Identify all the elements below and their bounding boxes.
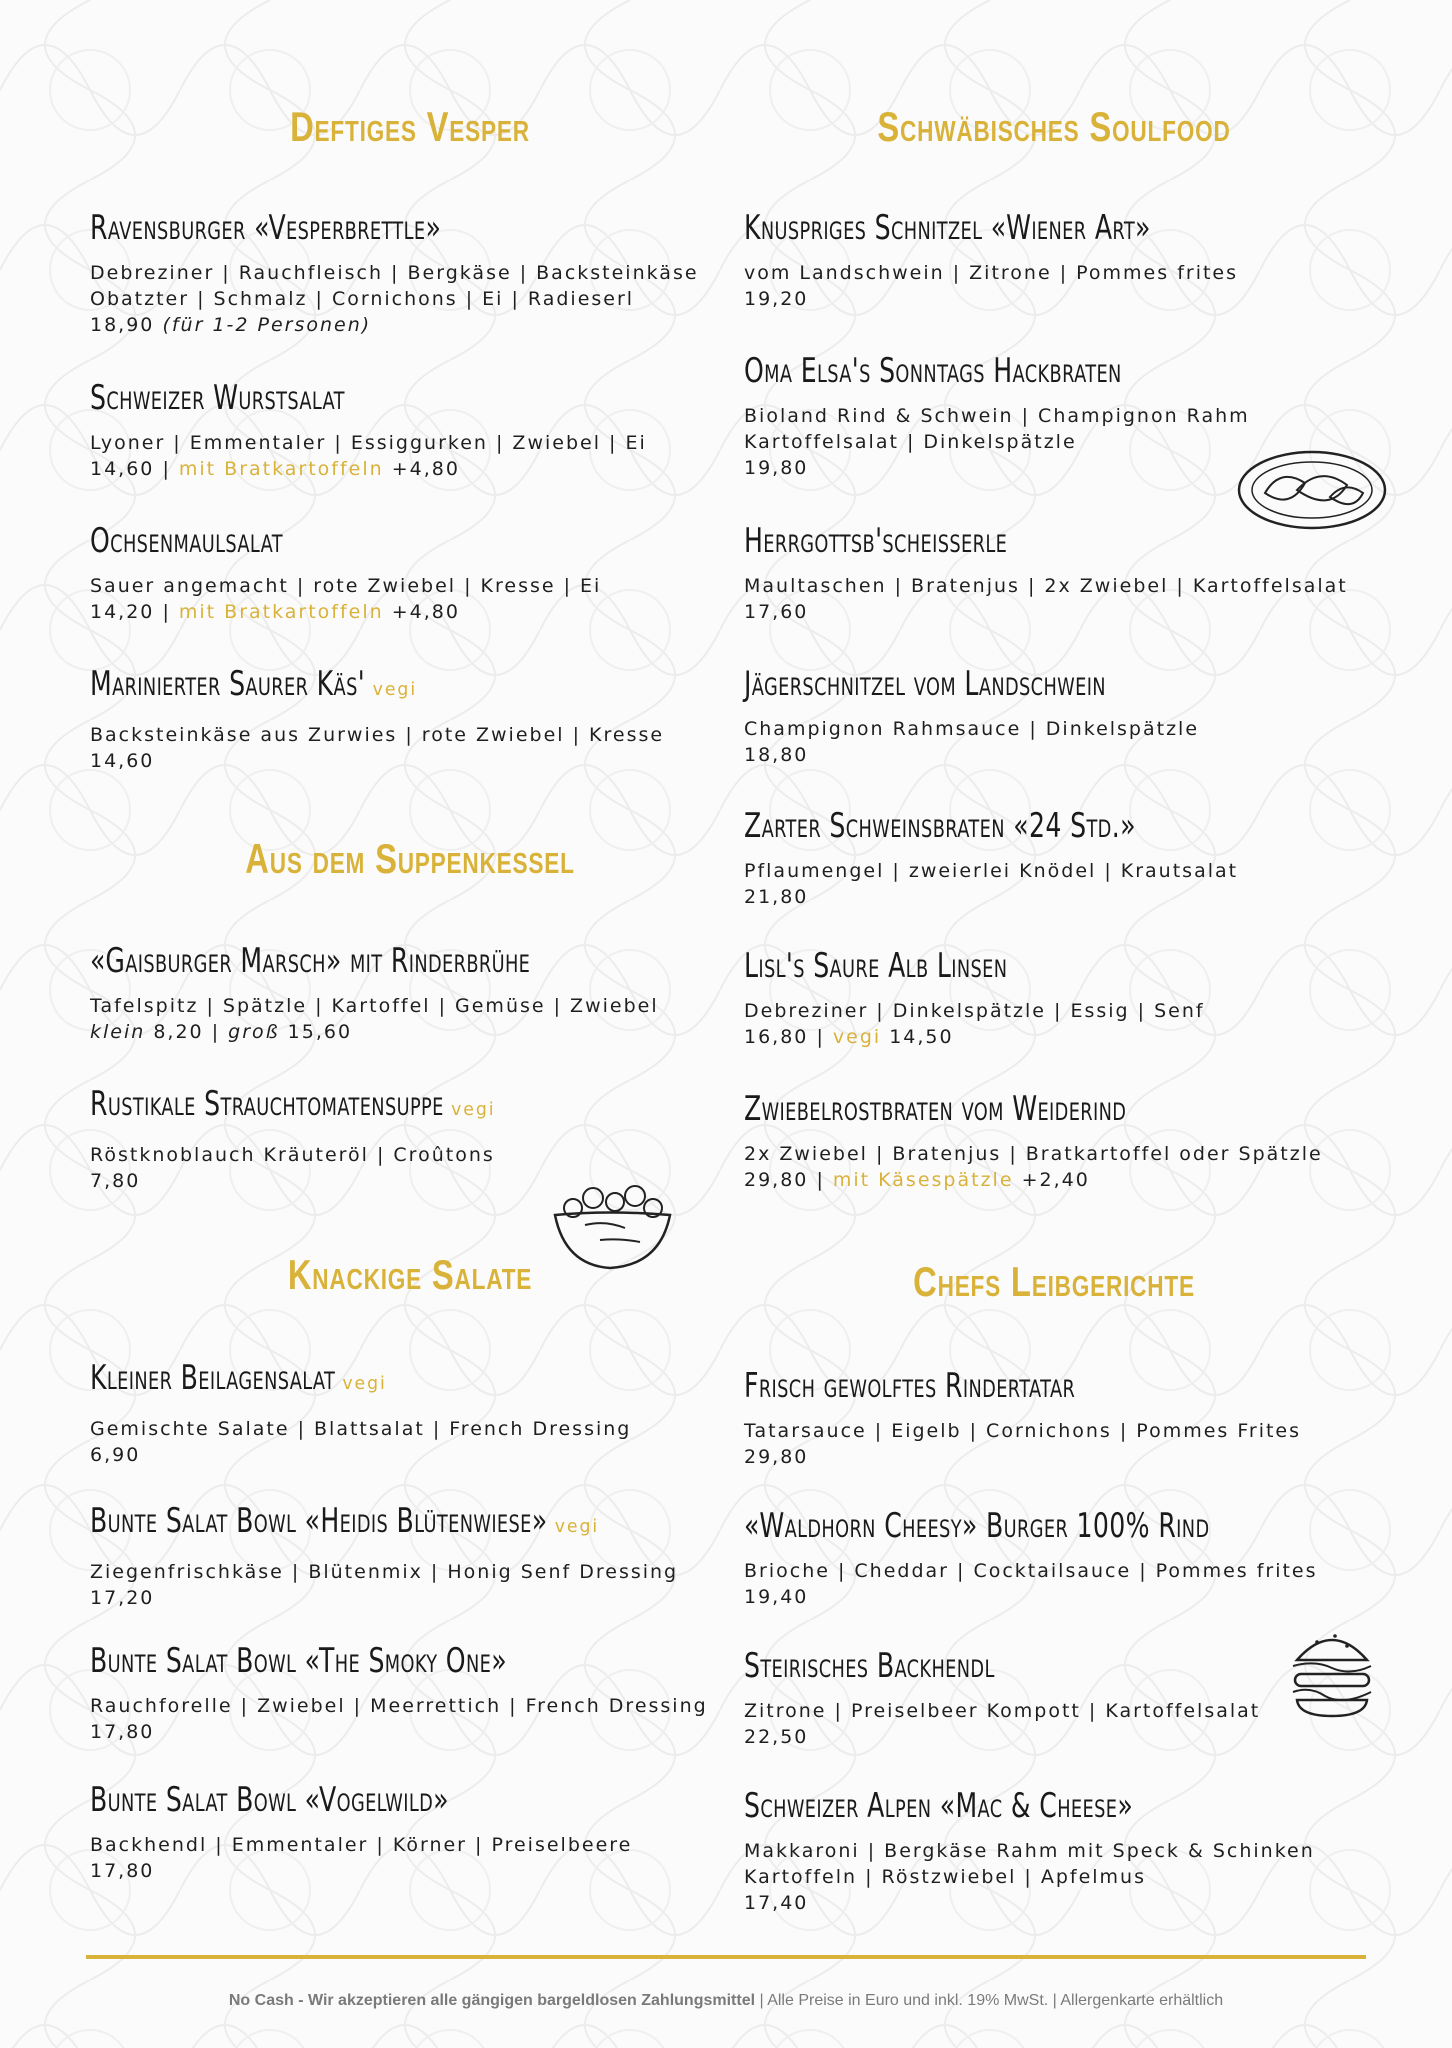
menu-item-beilagensalat (90, 1358, 730, 1468)
menu-item-ochsenmaulsalat (90, 521, 730, 625)
item-price: 17,80 (90, 1860, 155, 1882)
salad-bowl-icon (545, 1180, 680, 1275)
menu-item-backhendl (744, 1646, 1364, 1750)
item-description: 2x Zwiebel | Bratenjus | Bratkartoffel oder Spätzle 29,80 | mit Käsespätzle +2,40 (744, 1143, 1323, 1191)
item-description: Röstknoblauch Kräuteröl | Croûtons 7,80 (90, 1142, 730, 1194)
item-name: Oma Elsa's Sonntags Hackbraten (744, 351, 1122, 391)
item-name: Steirisches Backhendl (744, 1646, 995, 1686)
item-name: Marinierter Saurer Käs' vegi (90, 664, 564, 710)
menu-item-tomatensuppe (90, 1084, 730, 1194)
item-description: Bioland Rind & Schwein | Champignon Rahm Kartoffelsalat | Dinkelspätzle 19,80 (744, 403, 1364, 481)
item-price: 19,20 (744, 288, 809, 310)
item-name: «Gaisburger Marsch» mit Rinderbrühe (90, 941, 531, 981)
item-price: 14,60 (90, 458, 155, 480)
menu-item-cheesy-burger (744, 1506, 1364, 1610)
item-name: «Waldhorn Cheesy» Burger 100% Rind (744, 1506, 1210, 1546)
item-description: Makkaroni | Bergkäse Rahm mit Speck & Schinken Kartoffeln | Röstzwiebel | Apfelmus 17,40 (744, 1838, 1364, 1916)
item-description: Champignon Rahmsauce | Dinkelspätzle 18,80 (744, 716, 1364, 768)
item-price: 14,60 (90, 750, 155, 772)
menu-item-schnitzel-wiener-art (744, 208, 1364, 312)
item-description: Debreziner | Rauchfleisch | Bergkäse | Backsteinkäse Obatzter | Schmalz | Cornichons | Ei | Radieserl 18,90 (für 1-2 Personen) (90, 262, 699, 336)
item-description: Gemischte Salate | Blattsalat | French Dressing 6,90 (90, 1416, 730, 1468)
item-name: Bunte Salat Bowl «The Smoky One» (90, 1641, 507, 1681)
section-title-soulfood: Schwäbisches Soulfood (877, 103, 1231, 150)
item-name: Schweizer Alpen «Mac & Cheese» (744, 1786, 1134, 1826)
item-name: Ochsenmaulsalat (90, 521, 283, 561)
item-description: vom Landschwein | Zitrone | Pommes frites 19,20 (744, 260, 1364, 312)
item-price: 19,40 (744, 1586, 809, 1608)
menu-item-saurer-kaes (90, 664, 730, 774)
item-price: 18,90 (90, 314, 155, 336)
vegi-tag: vegi (451, 1099, 496, 1120)
menu-item-jaegerschnitzel (744, 664, 1364, 768)
item-description: Ziegenfrischkäse | Blütenmix | Honig Senf Dressing 17,20 (90, 1559, 730, 1611)
item-name: Zwiebelrostbraten vom Weiderind (744, 1089, 1127, 1129)
menu-item-herrgottsbscheisserle (744, 521, 1364, 625)
item-price: 18,80 (744, 744, 809, 766)
section-title-knackige-salate: Knackige Salate (287, 1251, 533, 1298)
menu-item-zwiebelrostbraten (744, 1089, 1364, 1193)
item-price: 22,50 (744, 1726, 809, 1748)
menu-item-vesperbrettle (90, 208, 730, 338)
item-description: Lyoner | Emmentaler | Essiggurken | Zwiebel | Ei 14,60 | mit Bratkartoffeln +4,80 (90, 432, 647, 480)
item-name: Jägerschnitzel vom Landschwein (744, 664, 1106, 704)
vegi-tag: vegi (342, 1373, 388, 1394)
item-description: Tatarsauce | Eigelb | Cornichons | Pommes Frites 29,80 (744, 1418, 1364, 1470)
item-price: 29,80 (744, 1446, 809, 1468)
menu-item-bowl-bluetenwiese (90, 1501, 730, 1611)
item-price: 14,20 (90, 601, 155, 623)
item-price: 17,60 (744, 601, 809, 623)
item-description: Brioche | Cheddar | Cocktailsauce | Pommes frites 19,40 (744, 1558, 1364, 1610)
item-price: 21,80 (744, 886, 809, 908)
menu-item-gaisburger-marsch (90, 941, 730, 1045)
item-price: 17,80 (90, 1721, 155, 1743)
menu-item-schweinsbraten (744, 806, 1364, 910)
item-price: 7,80 (90, 1170, 141, 1192)
item-name: Bunte Salat Bowl «Heidis Blütenwiese» vegi (90, 1501, 564, 1547)
vegi-tag: vegi (554, 1516, 600, 1537)
item-description: Rauchforelle | Zwiebel | Meerrettich | French Dressing 17,80 (90, 1693, 730, 1745)
item-name: Kleiner Beilagensalat vegi (90, 1358, 564, 1404)
item-name: Herrgottsb'scheisserle (744, 521, 1008, 561)
item-price: 6,90 (90, 1444, 141, 1466)
item-price: 19,80 (744, 457, 809, 479)
item-price: 29,80 (744, 1169, 809, 1191)
item-name: Knuspriges Schnitzel «Wiener Art» (744, 208, 1151, 248)
maultaschen-plate-icon (1235, 445, 1390, 535)
menu-item-mac-and-cheese (744, 1786, 1364, 1916)
item-description: Maultaschen | Bratenjus | 2x Zwiebel | Kartoffelsalat 17,60 (744, 573, 1364, 625)
item-description: Zitrone | Preiselbeer Kompott | Kartoffelsalat 22,50 (744, 1698, 1364, 1750)
item-description: Sauer angemacht | rote Zwiebel | Kresse | Ei 14,20 | mit Bratkartoffeln +4,80 (90, 575, 602, 623)
item-description: Backsteinkäse aus Zurwies | rote Zwiebel | Kresse 14,60 (90, 722, 730, 774)
menu-item-wurstsalat (90, 378, 730, 482)
vegi-tag: vegi (372, 679, 417, 700)
item-description: Backhendl | Emmentaler | Körner | Preiselbeere 17,80 (90, 1832, 730, 1884)
menu-item-bowl-smoky-one (90, 1641, 730, 1745)
item-name: Ravensburger «Vesperbrettle» (90, 208, 442, 248)
menu-item-rindertatar (744, 1366, 1364, 1470)
burger-icon (1285, 1620, 1380, 1720)
item-name: Schweizer Wurstsalat (90, 378, 345, 418)
item-name: Rustikale Strauchtomatensuppe vegi (90, 1084, 564, 1130)
menu-item-alb-linsen (744, 946, 1364, 1050)
item-name: Lisl's Saure Alb Linsen (744, 946, 1008, 986)
menu-item-bowl-vogelwild (90, 1780, 730, 1884)
section-title-suppenkessel: Aus dem Suppenkessel (245, 835, 575, 882)
item-price: 17,40 (744, 1892, 809, 1914)
footer-note: No Cash - Wir akzeptieren alle gängigen bargeldlosen Zahlungsmittel | Alle Preise in Euro und inkl. 19% MwSt. | Allergenkarte erhältlich (228, 1992, 1224, 2009)
section-title-deftiges-vesper: Deftiges Vesper (290, 103, 530, 150)
footer-divider (86, 1955, 1366, 1959)
item-name: Zarter Schweinsbraten «24 Std.» (744, 806, 1136, 846)
item-price: 17,20 (90, 1587, 155, 1609)
item-name: Frisch gewolftes Rindertatar (744, 1366, 1076, 1406)
item-price: 16,80 (744, 1026, 809, 1048)
item-name: Bunte Salat Bowl «Vogelwild» (90, 1780, 449, 1820)
item-description: Tafelspitz | Spätzle | Kartoffel | Gemüse | Zwiebel klein 8,20 | groß 15,60 (90, 995, 659, 1043)
item-description: Pflaumengel | zweierlei Knödel | Krautsalat 21,80 (744, 858, 1364, 910)
section-title-chefs-leibgerichte: Chefs Leibgerichte (913, 1258, 1195, 1305)
item-description: Debreziner | Dinkelspätzle | Essig | Senf 16,80 | vegi 14,50 (744, 1000, 1205, 1048)
